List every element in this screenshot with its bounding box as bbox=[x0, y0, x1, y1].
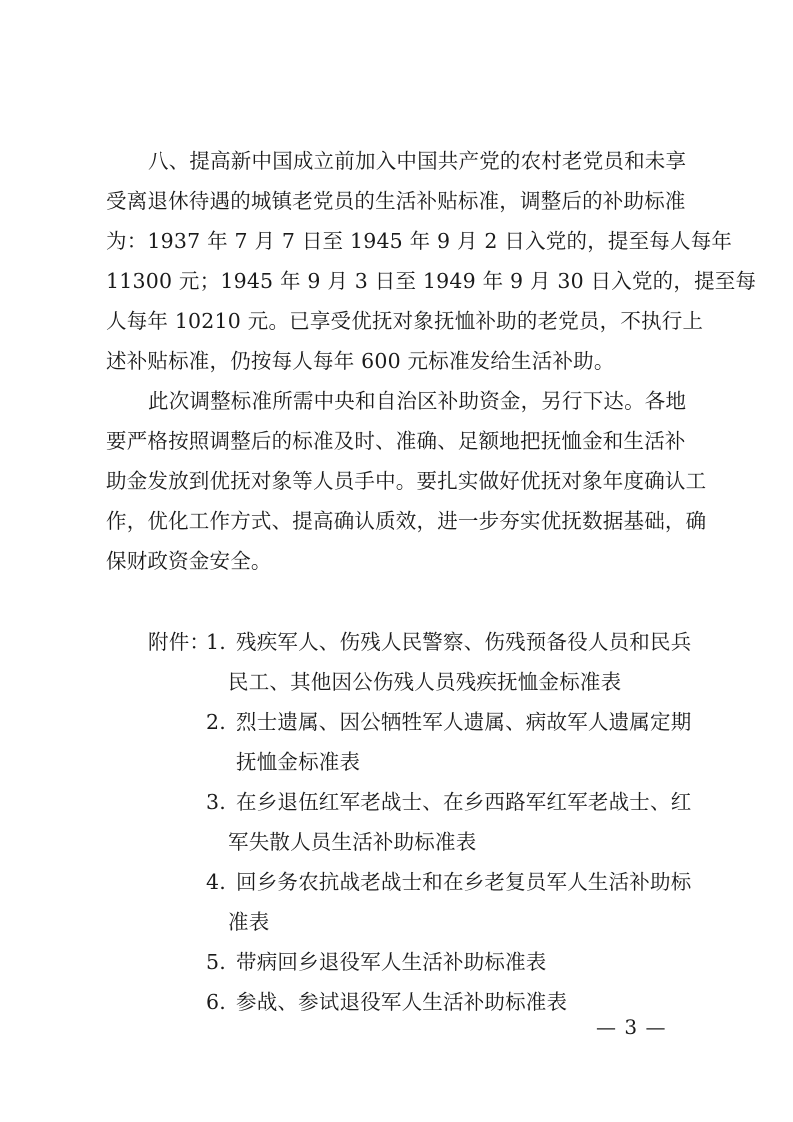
paragraph-line: 八、提高新中国成立前加入中国共产党的农村老党员和未享 bbox=[148, 149, 687, 173]
attachment-number: 5. bbox=[206, 950, 226, 974]
attachment-title: 在乡退伍红军老战士、在乡西路军红军老战士、红 bbox=[236, 790, 692, 814]
paragraph-line: 保财政资金安全。 bbox=[106, 549, 272, 573]
attachment-number: 1. bbox=[206, 630, 226, 654]
attachment-number: 4. bbox=[206, 870, 226, 894]
attachment-title: 准表 bbox=[228, 910, 270, 934]
attachment-number: 2. bbox=[206, 710, 226, 734]
attachment-title: 带病回乡退役军人生活补助标准表 bbox=[236, 950, 547, 974]
attachment-title: 抚恤金标准表 bbox=[236, 750, 361, 774]
attachment-title: 烈士遗属、因公牺牲军人遗属、病故军人遗属定期 bbox=[236, 710, 692, 734]
paragraph-line: 此次调整标准所需中央和自治区补助资金，另行下达。各地 bbox=[148, 389, 687, 413]
attachment-number: 6. bbox=[206, 990, 226, 1014]
paragraph-line: 受离退休待遇的城镇老党员的生活补贴标准，调整后的补助标准 bbox=[106, 189, 686, 213]
attachment-title: 回乡务农抗战老战士和在乡老复员军人生活补助标 bbox=[236, 870, 692, 894]
paragraph-line: 为：1937 年 7 月 7 日至 1945 年 9 月 2 日入党的，提至每人每年 bbox=[106, 229, 733, 253]
paragraph-line: 11300 元；1945 年 9 月 3 日至 1949 年 9 月 30 日入党的，提至每 bbox=[106, 269, 757, 293]
attachment-title: 残疾军人、伤残人民警察、伤残预备役人员和民兵 bbox=[236, 630, 692, 654]
paragraph-line: 作，优化工作方式、提高确认质效，进一步夯实优抚数据基础，确 bbox=[106, 509, 707, 533]
paragraph-line: 述补贴标准，仍按每人每年 600 元标准发给生活补助。 bbox=[106, 349, 615, 373]
paragraph-line: 助金发放到优抚对象等人员手中。要扎实做好优抚对象年度确认工 bbox=[106, 469, 707, 493]
paragraph-line: 要严格按照调整后的标准及时、准确、足额地把抚恤金和生活补 bbox=[106, 429, 686, 453]
page-number: — 3 — bbox=[596, 1015, 667, 1039]
attachment-number: 3. bbox=[206, 790, 226, 814]
attachment-title: 参战、参试退役军人生活补助标准表 bbox=[236, 990, 568, 1014]
attachment-title: 民工、其他因公伤残人员残疾抚恤金标准表 bbox=[228, 670, 622, 694]
attachment-title: 军失散人员生活补助标准表 bbox=[228, 830, 477, 854]
attachments-label: 附件： bbox=[148, 630, 211, 654]
paragraph-line: 人每年 10210 元。已享受优抚对象抚恤补助的老党员，不执行上 bbox=[106, 309, 704, 333]
